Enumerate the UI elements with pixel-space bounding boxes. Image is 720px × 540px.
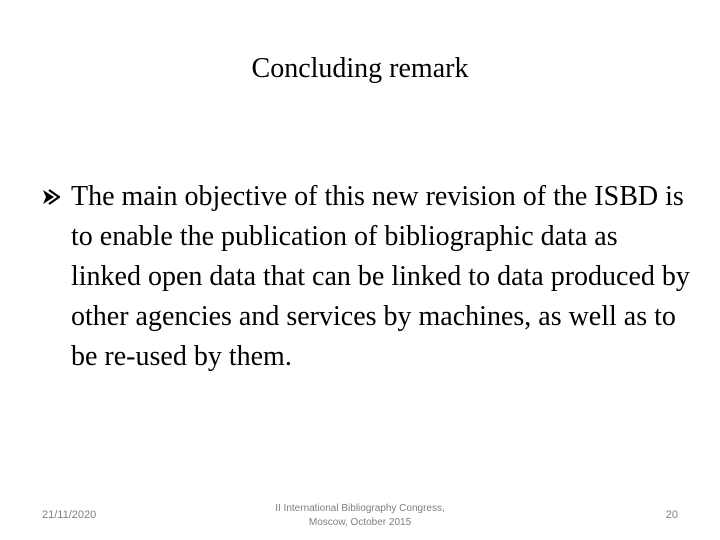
page-number: 20 bbox=[665, 509, 678, 521]
slide-title: Concluding remark bbox=[251, 53, 469, 84]
footer-event-line2: Moscow, October 2015 bbox=[308, 517, 412, 528]
footer-date: 21/11/2020 bbox=[42, 509, 97, 521]
arrow-bullet-icon bbox=[40, 177, 71, 217]
bullet-item bbox=[40, 177, 690, 377]
footer-event-line1: II International Bibliography Congress, bbox=[275, 503, 445, 514]
bullet-text: The main objective of this new revision of the ISBD is to enable the publication of bibliographic data as linked open data that can be linked to data produced by other agencies and services by machines, as well as to be re-used by them. bbox=[71, 181, 690, 372]
footer-event bbox=[240, 502, 480, 530]
